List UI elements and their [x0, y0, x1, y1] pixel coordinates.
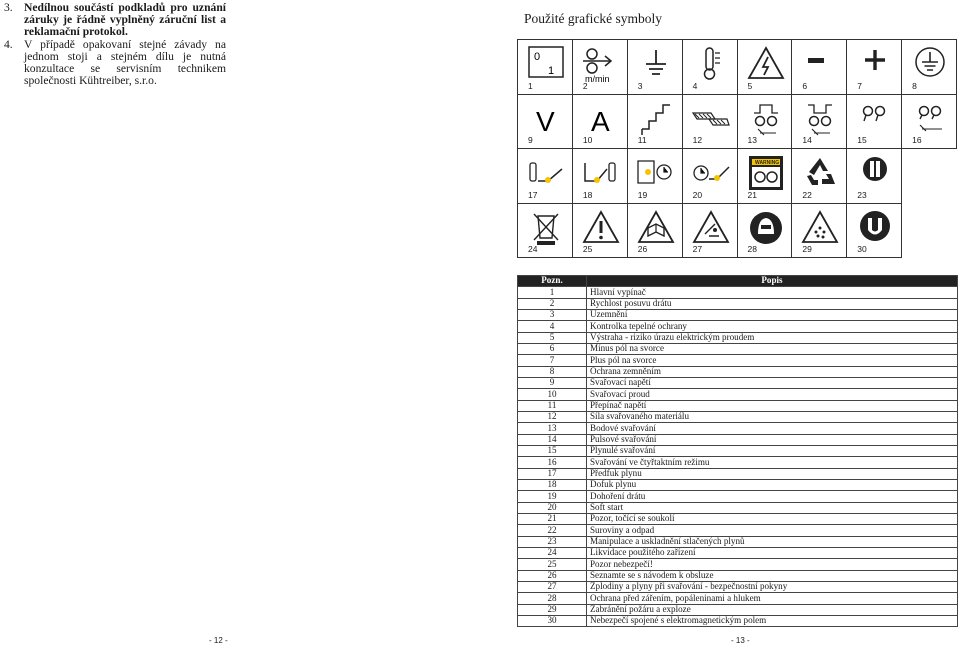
- row-description: Pozor, točící se soukolí: [587, 513, 958, 524]
- table-row: [518, 366, 958, 377]
- svg-text:WARNING: WARNING: [754, 160, 779, 166]
- symbol-cell: [518, 203, 573, 258]
- row-number: 9: [518, 377, 587, 388]
- symbol-number: 1: [528, 80, 533, 91]
- pulse-welding-icon: [800, 99, 840, 139]
- symbol-number: 24: [528, 244, 538, 254]
- symbol-number: 27: [692, 244, 703, 254]
- row-description: Manipulace a uskladnění stlačených plynů: [587, 536, 958, 547]
- symbol-number: 4: [692, 80, 698, 91]
- weee-disposal-icon: [526, 208, 566, 248]
- symbol-number: 14: [802, 135, 812, 145]
- symbol-cell: [682, 149, 737, 204]
- row-description: Plus pól na svorce: [587, 355, 958, 366]
- row-number: 12: [518, 411, 587, 422]
- row-number: 6: [518, 343, 587, 354]
- table-header-row: [518, 276, 958, 287]
- header-number: Pozn.: [518, 276, 587, 287]
- list-item-number: 4.: [4, 37, 13, 51]
- table-row: [518, 581, 958, 592]
- table-row: [518, 434, 958, 445]
- symbol-number: 17: [528, 189, 538, 200]
- list-item-number: 3.: [4, 1, 13, 14]
- welding-fumes-icon: [691, 208, 731, 248]
- row-description: Seznamte se s návodem k obsluze: [587, 570, 958, 581]
- main-switch-icon: [526, 44, 566, 84]
- table-row: [518, 559, 958, 570]
- symbol-legend-table: [517, 275, 958, 627]
- symbol-cell: [847, 40, 902, 95]
- symbol-number: 21: [747, 189, 757, 200]
- list-item: [4, 2, 226, 39]
- symbol-number: 8: [912, 80, 917, 91]
- table-row: [518, 536, 958, 547]
- row-number: 21: [518, 513, 587, 524]
- row-number: 18: [518, 479, 587, 490]
- row-number: 19: [518, 491, 587, 502]
- row-description: Dofuk plynu: [587, 479, 958, 490]
- symbol-cell: [518, 40, 573, 95]
- row-description: Mínus pól na svorce: [587, 343, 958, 354]
- recycling-icon: [800, 153, 840, 193]
- symbol-cell: [518, 149, 573, 204]
- table-row: [518, 287, 958, 298]
- symbol-number: 7: [857, 80, 862, 91]
- row-number: 5: [518, 332, 587, 343]
- symbol-cell: [737, 40, 792, 95]
- row-number: 15: [518, 445, 587, 456]
- table-row: [518, 309, 958, 320]
- table-row: [518, 525, 958, 536]
- row-description: Ochrana před zářením, popáleninami a hlukem: [587, 593, 958, 604]
- empty-cell: [902, 149, 957, 204]
- row-number: 24: [518, 547, 587, 558]
- row-number: 26: [518, 570, 587, 581]
- symbol-cell: [682, 203, 737, 258]
- symbol-number: 19: [637, 189, 648, 200]
- page-number-left: - 12 -: [209, 636, 228, 645]
- row-number: 28: [518, 593, 587, 604]
- row-description: Zplodiny a plyny při svařování - bezpečnostní pokyny: [587, 581, 958, 592]
- general-danger-icon: [581, 208, 621, 248]
- row-number: 11: [518, 400, 587, 411]
- svg-text:V: V: [536, 105, 555, 137]
- row-number: 30: [518, 615, 587, 626]
- plus-icon: [855, 44, 895, 84]
- symbol-cell: [847, 94, 902, 149]
- symbol-number: 20: [692, 189, 703, 200]
- table-row: [518, 400, 958, 411]
- table-row: [518, 502, 958, 513]
- material-thickness-icon: [691, 99, 731, 139]
- symbols-title: Použité grafické symboly: [524, 11, 662, 26]
- row-description: Plynulé svařování: [587, 445, 958, 456]
- fire-explosion-icon: [800, 208, 840, 248]
- table-row: [518, 332, 958, 343]
- row-number: 22: [518, 525, 587, 536]
- row-number: 13: [518, 423, 587, 434]
- four-stroke-welding-icon: [910, 99, 950, 139]
- row-description: Svařovací proud: [587, 389, 958, 400]
- table-row: [518, 468, 958, 479]
- symbol-cell: [902, 40, 957, 95]
- table-row: [518, 604, 958, 615]
- symbol-cell: [902, 94, 957, 149]
- symbol-cell: [737, 149, 792, 204]
- symbol-number: 16: [912, 135, 922, 145]
- soft-start-icon: [691, 153, 731, 193]
- minus-icon: [800, 44, 840, 84]
- symbol-cell: [682, 94, 737, 149]
- symbol-cell: [792, 203, 847, 258]
- row-number: 4: [518, 321, 587, 332]
- table-row: [518, 298, 958, 309]
- symbol-number: 28: [747, 244, 757, 254]
- burnback-icon: [636, 153, 676, 193]
- symbol-number: 15: [857, 135, 867, 145]
- symbol-cell: [682, 40, 737, 95]
- symbol-number: 13: [747, 135, 757, 145]
- symbol-number: 18: [582, 189, 593, 200]
- row-description: Přepínač napětí: [587, 400, 958, 411]
- symbol-cell: [518, 94, 573, 149]
- row-number: 25: [518, 559, 587, 570]
- symbol-number: 11: [637, 135, 647, 145]
- row-description: Uzemnění: [587, 309, 958, 320]
- table-row: [518, 355, 958, 366]
- row-description: Ochrana zemněním: [587, 366, 958, 377]
- symbol-cell: [847, 203, 902, 258]
- table-row: [518, 615, 958, 626]
- gas-preflow-icon: [526, 153, 566, 193]
- table-row: [518, 547, 958, 558]
- symbol-number: 25: [582, 244, 593, 254]
- symbol-cell: [572, 149, 627, 204]
- row-description: Síla svařovaného materiálu: [587, 411, 958, 422]
- row-description: Svařovací napětí: [587, 377, 958, 388]
- electric-shock-warning-icon: [746, 44, 786, 84]
- ground-icon: [636, 44, 676, 84]
- row-description: Pulsové svařování: [587, 434, 958, 445]
- row-number: 7: [518, 355, 587, 366]
- list-item: [4, 39, 226, 88]
- symbol-number: 6: [802, 80, 808, 91]
- row-description: Dohoření drátu: [587, 491, 958, 502]
- symbol-grid: [517, 39, 957, 258]
- row-number: 27: [518, 581, 587, 592]
- symbol-cell: [792, 94, 847, 149]
- symbol-cell: [572, 203, 627, 258]
- symbol-number: 26: [637, 244, 648, 254]
- symbol-number: 9: [528, 135, 533, 145]
- symbol-cell: [737, 94, 792, 149]
- row-description: Předfuk plynu: [587, 468, 958, 479]
- table-row: [518, 411, 958, 422]
- symbol-cell: [627, 203, 682, 258]
- table-row: [518, 513, 958, 524]
- symbol-cell: [737, 203, 792, 258]
- symbol-number: 10: [582, 135, 593, 145]
- list-item-text: V případě opakovaní stejné závady na jednom stoji a stejném dílu je nutná konzultace se servisním technikem společnosti Kühtreiber, s.r.o.: [24, 37, 226, 88]
- warranty-notes-list: [4, 2, 226, 87]
- voltage-switch-icon: [636, 99, 676, 139]
- voltage-icon: [526, 99, 566, 139]
- symbol-cell: [792, 40, 847, 95]
- table-row: [518, 491, 958, 502]
- face-shield-icon: [746, 208, 786, 248]
- row-number: 2: [518, 298, 587, 309]
- row-description: Nebezpečí spojené s elektromagnetickým polem: [587, 615, 958, 626]
- symbol-number: 12: [692, 135, 703, 145]
- symbol-cell: [627, 149, 682, 204]
- table-row: [518, 377, 958, 388]
- svg-text:1: 1: [548, 65, 555, 77]
- symbol-number: 29: [802, 244, 812, 254]
- symbol-number: 30: [857, 244, 867, 254]
- svg-text:A: A: [590, 105, 610, 137]
- row-description: Svařování ve čtyřtaktním režimu: [587, 457, 958, 468]
- row-number: 14: [518, 434, 587, 445]
- table-row: [518, 457, 958, 468]
- table-row: [518, 479, 958, 490]
- list-item-text: Nedílnou součástí podkladů pro uznání záruky je řádně vyplněný záruční list a reklamační protokol.: [24, 1, 226, 39]
- row-number: 10: [518, 389, 587, 400]
- row-description: Likvidace použitého zařízení: [587, 547, 958, 558]
- row-description: Pozor nebezpečí!: [587, 559, 958, 570]
- row-description: Suroviny a odpad: [587, 525, 958, 536]
- symbol-number: 3: [637, 80, 643, 91]
- symbol-cell: [627, 94, 682, 149]
- legend-body: [518, 287, 958, 627]
- row-description: Rychlost posuvu drátu: [587, 298, 958, 309]
- symbol-cell: [847, 149, 902, 204]
- row-number: 17: [518, 468, 587, 479]
- spot-welding-icon: [746, 99, 786, 139]
- symbol-cell: [627, 40, 682, 95]
- rotating-rollers-warning-icon: [746, 153, 786, 193]
- symbol-cell: [572, 40, 627, 95]
- row-number: 8: [518, 366, 587, 377]
- symbol-number: 2: [582, 80, 588, 91]
- symbol-cell: [572, 94, 627, 149]
- table-row: [518, 570, 958, 581]
- row-description: Výstraha - riziko úrazu elektrickým proudem: [587, 332, 958, 343]
- row-description: Kontrolka tepelné ochrany: [587, 321, 958, 332]
- table-row: [518, 423, 958, 434]
- gas-cylinder-icon: [855, 153, 895, 193]
- symbol-number: 22: [802, 189, 812, 200]
- row-number: 16: [518, 457, 587, 468]
- svg-text:m/min: m/min: [584, 74, 610, 84]
- svg-text:0: 0: [534, 51, 541, 63]
- wire-feed-speed-icon: [581, 44, 621, 84]
- table-row: [518, 389, 958, 400]
- read-manual-icon: [636, 208, 676, 248]
- continuous-welding-icon: [855, 99, 895, 139]
- row-number: 1: [518, 287, 587, 298]
- header-description: Popis: [587, 276, 958, 287]
- row-description: Zabránění požáru a exploze: [587, 604, 958, 615]
- row-number: 20: [518, 502, 587, 513]
- page-number-right: - 13 -: [731, 636, 750, 645]
- table-row: [518, 593, 958, 604]
- magnetic-field-icon: [855, 208, 895, 248]
- empty-cell: [902, 203, 957, 258]
- row-description: Hlavní vypínač: [587, 287, 958, 298]
- protective-earth-icon: [910, 44, 950, 84]
- row-description: Soft start: [587, 502, 958, 513]
- table-row: [518, 343, 958, 354]
- table-row: [518, 445, 958, 456]
- symbol-number: 23: [857, 189, 867, 200]
- row-number: 3: [518, 309, 587, 320]
- thermometer-icon: [691, 44, 731, 84]
- row-description: Bodové svařování: [587, 423, 958, 434]
- current-icon: [581, 99, 621, 139]
- row-number: 29: [518, 604, 587, 615]
- table-row: [518, 321, 958, 332]
- symbol-cell: [792, 149, 847, 204]
- row-number: 23: [518, 536, 587, 547]
- gas-postflow-icon: [581, 153, 621, 193]
- symbol-number: 5: [747, 80, 753, 91]
